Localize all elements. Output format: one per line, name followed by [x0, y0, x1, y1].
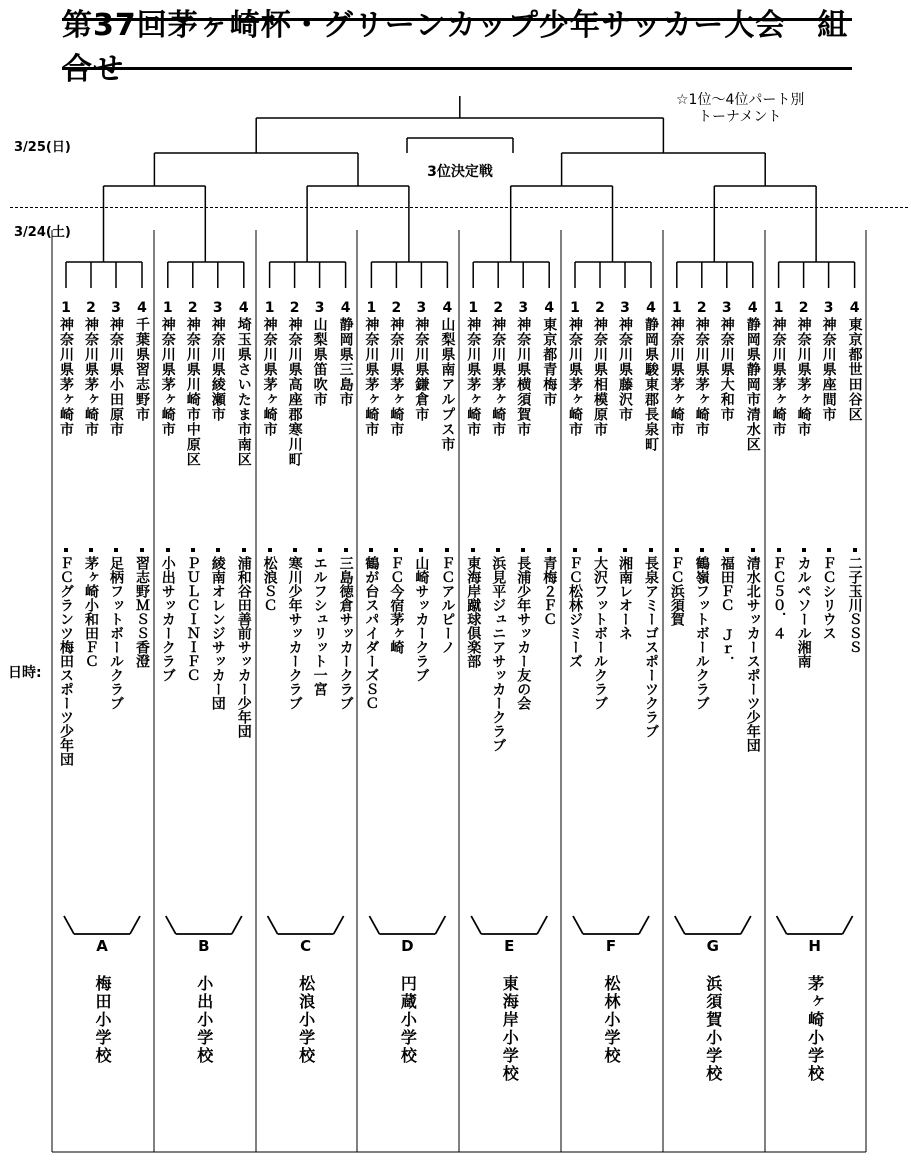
team-area: 神奈川県綾瀬市: [209, 317, 226, 422]
bullet-dot: [445, 548, 449, 552]
team-name: ＰＵＬＣＩＮＩＦＣ: [184, 556, 201, 682]
bullet-dot: [827, 548, 831, 552]
rank-number: 2: [289, 300, 300, 316]
team-name: ＦＣアルピーノ: [439, 556, 456, 654]
team-name: 三島徳倉サッカークラブ: [337, 556, 354, 710]
team-area-column: [664, 300, 690, 437]
team-name: 茅ヶ崎小和田ＦＣ: [83, 556, 99, 668]
bullet-dot: [394, 548, 398, 552]
team-area-column: [638, 300, 664, 452]
team-name: 小出サッカークラブ: [159, 556, 176, 682]
rank-number: 2: [696, 300, 707, 316]
team-area-column: [612, 300, 638, 422]
third-place-label: 3位決定戦: [427, 164, 493, 180]
group-letter: F: [605, 937, 617, 955]
group-letter: G: [706, 937, 719, 955]
team-area-column: [53, 300, 79, 437]
team-area: 静岡県駿東郡長泉町: [643, 317, 659, 452]
group-letter: H: [808, 937, 821, 955]
team-area-column: [257, 300, 283, 437]
venue-name: 浜須賀小学校: [703, 975, 723, 1083]
team-area: 神奈川県茅ヶ崎市: [261, 317, 278, 437]
group-shape: [675, 916, 685, 934]
team-area-column: [460, 300, 486, 437]
venue-name: 茅ヶ崎小学校: [805, 975, 825, 1083]
group-shape: [130, 916, 140, 934]
team-area-column: [307, 300, 333, 407]
team-area: 神奈川県大和市: [718, 317, 735, 422]
team-area-column: [231, 300, 257, 467]
note-line-1: ☆1位～4位パート別: [676, 92, 805, 108]
bullet-dot: [114, 548, 118, 552]
rank-number: 3: [823, 300, 834, 316]
team-name: 長泉アミーゴスポーツクラブ: [643, 556, 659, 738]
team-area: 神奈川県茅ヶ崎市: [490, 317, 507, 437]
time-label: 日時:: [8, 665, 42, 681]
team-name: 習志野ＭＳＳ香澄: [134, 556, 150, 668]
group-letter: E: [504, 937, 515, 955]
rank-number: 4: [137, 300, 147, 316]
rank-number: 1: [61, 300, 71, 316]
rank-number: 4: [544, 300, 555, 316]
team-area-column: [180, 300, 206, 467]
bullet-dot: [419, 548, 423, 552]
team-area-column: [536, 300, 562, 407]
rank-number: 4: [238, 300, 249, 316]
group-shape: [573, 916, 583, 934]
team-area: 神奈川県茅ヶ崎市: [567, 317, 583, 437]
bullet-dot: [751, 548, 755, 552]
team-name: 松浪ＳＣ: [261, 556, 278, 612]
team-name: 青梅２ＦＣ: [541, 556, 558, 626]
rank-number: 4: [340, 300, 351, 316]
team-name: 鶴が台スパイダーズＳＣ: [363, 556, 380, 710]
team-area-column: [714, 300, 740, 422]
team-area: 神奈川県相模原市: [592, 317, 608, 437]
group-shape: [471, 916, 481, 934]
group-shape: [268, 916, 278, 934]
bullet-dot: [318, 548, 322, 552]
group-shape: [166, 916, 176, 934]
team-name: エルフシュリット一宮: [311, 556, 328, 696]
team-area: 東京都世田谷区: [846, 317, 863, 422]
team-name: ＦＣ５０．４: [770, 556, 787, 640]
group-shape: [232, 916, 242, 934]
bullet-dot: [623, 548, 627, 552]
page-title: 第37回茅ヶ崎杯・グリーンカップ少年サッカー大会 組合せ: [62, 18, 852, 70]
team-name: 鶴嶺フットボールクラブ: [693, 556, 710, 710]
team-area-column: [791, 300, 817, 437]
bullet-dot: [853, 548, 857, 552]
team-name: 福田ＦＣ Ｊｒ．: [718, 556, 735, 670]
group-letter: A: [96, 937, 108, 955]
team-name: 浦和谷田善前サッカー少年団: [235, 556, 252, 738]
bullet-dot: [802, 548, 806, 552]
team-area: 神奈川県高座郡寒川町: [286, 317, 303, 467]
team-area: 神奈川県茅ヶ崎市: [770, 317, 787, 437]
team-area: 山梨県南アルプス市: [439, 317, 456, 452]
team-name: カルペソール湘南: [795, 556, 812, 668]
team-area: 静岡県三島市: [337, 317, 354, 407]
rank-number: 4: [849, 300, 860, 316]
bullet-dot: [293, 548, 297, 552]
venue-name: 小出小学校: [194, 975, 214, 1065]
team-area-column: [842, 300, 868, 422]
group-shape: [369, 916, 379, 934]
team-name: 浜見平ジュニアサッカークラブ: [490, 556, 507, 752]
team-name: ＦＣシリウス: [820, 556, 837, 640]
bullet-dot: [547, 548, 551, 552]
team-name: 綾南オレンジサッカー団: [209, 556, 226, 710]
team-name: ＦＣ今宿茅ヶ崎: [388, 556, 405, 654]
team-area-column: [155, 300, 181, 437]
bullet-dot: [725, 548, 729, 552]
rank-number: 4: [646, 300, 656, 316]
final-date: 3/25(日): [14, 140, 71, 155]
group-shape: [639, 916, 649, 934]
team-area-column: [78, 300, 104, 437]
rank-number: 3: [212, 300, 223, 316]
team-area-column: [740, 300, 766, 452]
team-area: 神奈川県茅ヶ崎市: [159, 317, 176, 437]
group-letter: C: [300, 937, 312, 955]
group-date: 3/24(土): [14, 225, 71, 240]
rank-number: 3: [620, 300, 630, 316]
team-name: 二子玉川ＳＳＳ: [846, 556, 863, 654]
rank-number: 4: [747, 300, 758, 316]
team-area: 埼玉県さいたま市南区: [235, 317, 252, 467]
bullet-dot: [471, 548, 475, 552]
team-name: ＦＣグランツ梅田スポーツ少年団: [58, 556, 74, 766]
bullet-dot: [216, 548, 220, 552]
group-letter: D: [401, 937, 414, 955]
team-area: 神奈川県茅ヶ崎市: [465, 317, 482, 437]
rank-number: 2: [798, 300, 809, 316]
team-area-column: [129, 300, 155, 422]
bullet-dot: [700, 548, 704, 552]
bullet-dot: [521, 548, 525, 552]
team-name: 足柄フットボールクラブ: [108, 556, 124, 710]
rank-number: 1: [162, 300, 173, 316]
bullet-dot: [64, 548, 68, 552]
team-area: 神奈川県茅ヶ崎市: [58, 317, 74, 437]
team-area: 神奈川県小田原市: [108, 317, 124, 437]
venue-name: 東海岸小学校: [500, 975, 520, 1083]
team-area: 神奈川県茅ヶ崎市: [388, 317, 405, 437]
rank-number: 3: [416, 300, 427, 316]
group-letter: B: [198, 937, 210, 955]
rank-number: 1: [570, 300, 580, 316]
venue-name: 松林小学校: [602, 975, 621, 1065]
team-area-column: [408, 300, 434, 422]
bullet-dot: [166, 548, 170, 552]
team-area: 静岡県静岡市清水区: [744, 317, 761, 452]
team-area: 千葉県習志野市: [134, 317, 150, 422]
bullet-dot: [777, 548, 781, 552]
bullet-dot: [496, 548, 500, 552]
rank-number: 1: [468, 300, 479, 316]
team-area-column: [510, 300, 536, 437]
team-name: ＦＣ浜須賀: [668, 556, 685, 626]
note-line-2: トーナメント: [698, 109, 782, 125]
team-area-column: [434, 300, 460, 452]
venue-name: 円蔵小学校: [398, 975, 418, 1065]
rank-number: 1: [264, 300, 275, 316]
team-name: 東海岸蹴球倶楽部: [465, 556, 482, 668]
bullet-dot: [369, 548, 373, 552]
team-area: 神奈川県座間市: [820, 317, 837, 422]
group-shape: [537, 916, 547, 934]
team-area-column: [485, 300, 511, 437]
team-area: 神奈川県茅ヶ崎市: [668, 317, 685, 437]
rank-number: 2: [86, 300, 96, 316]
team-area: 神奈川県横須賀市: [515, 317, 532, 437]
team-area: 山梨県笛吹市: [311, 317, 328, 407]
rank-number: 2: [187, 300, 198, 316]
team-name: 清水北サッカースポーツ少年団: [744, 556, 761, 752]
team-name: 湘南レオーネ: [617, 556, 633, 640]
rank-number: 3: [721, 300, 732, 316]
bullet-dot: [675, 548, 679, 552]
rank-number: 2: [493, 300, 504, 316]
bullet-dot: [89, 548, 93, 552]
rank-number: 2: [391, 300, 402, 316]
team-area: 神奈川県茅ヶ崎市: [693, 317, 710, 437]
team-area: 東京都青梅市: [541, 317, 558, 407]
rank-number: 3: [518, 300, 529, 316]
rank-number: 1: [671, 300, 682, 316]
team-area: 神奈川県藤沢市: [617, 317, 633, 422]
group-shape: [334, 916, 344, 934]
bullet-dot: [344, 548, 348, 552]
group-shape: [843, 916, 853, 934]
group-shape: [64, 916, 74, 934]
team-area-column: [205, 300, 231, 422]
team-area-column: [766, 300, 792, 437]
group-shape: [741, 916, 751, 934]
bullet-dot: [268, 548, 272, 552]
rank-number: 3: [111, 300, 121, 316]
team-name: 寒川少年サッカークラブ: [286, 556, 303, 710]
rank-number: 2: [595, 300, 605, 316]
team-area: 神奈川県鎌倉市: [413, 317, 430, 422]
rank-number: 1: [366, 300, 377, 316]
rank-number: 3: [314, 300, 325, 316]
bullet-dot: [598, 548, 602, 552]
bullet-dot: [649, 548, 653, 552]
team-area-column: [562, 300, 588, 437]
team-area-column: [816, 300, 842, 422]
team-area-column: [358, 300, 384, 437]
team-area-column: [333, 300, 359, 407]
team-area-column: [282, 300, 308, 467]
team-name: ＦＣ松林ジミーズ: [567, 556, 583, 668]
group-shape: [435, 916, 445, 934]
team-area-column: [103, 300, 129, 437]
venue-name: 梅田小学校: [93, 975, 112, 1065]
team-name: 大沢フットボールクラブ: [592, 556, 608, 710]
team-area: 神奈川県茅ヶ崎市: [363, 317, 380, 437]
team-name: 山崎サッカークラブ: [413, 556, 430, 682]
bullet-dot: [242, 548, 246, 552]
rank-number: 4: [442, 300, 453, 316]
team-area: 神奈川県茅ヶ崎市: [795, 317, 812, 437]
bullet-dot: [140, 548, 144, 552]
bullet-dot: [573, 548, 577, 552]
bullet-dot: [191, 548, 195, 552]
team-area-column: [587, 300, 613, 437]
team-name: 長浦少年サッカー友の会: [515, 556, 532, 710]
team-area-column: [383, 300, 409, 437]
group-shape: [777, 916, 787, 934]
team-area: 神奈川県川崎市中原区: [184, 317, 201, 467]
venue-name: 松浪小学校: [296, 975, 316, 1065]
rank-number: 1: [773, 300, 784, 316]
team-area: 神奈川県茅ヶ崎市: [83, 317, 99, 437]
team-area-column: [689, 300, 715, 437]
